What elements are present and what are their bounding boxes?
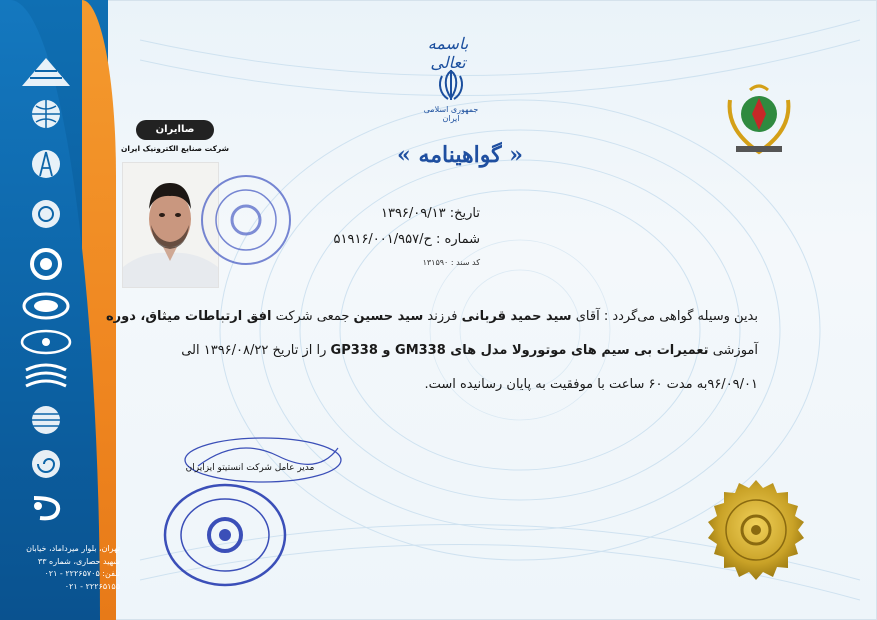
body-text: بدین وسیله گواهی می‌گردد : آقای [571,309,758,324]
holder-name: سید حمید قربانی [461,309,572,324]
military-emblem-icon [722,80,796,160]
globe-logo-icon [20,98,72,130]
signatory-title: مدیر عامل شرکت انستیتو ایزایران [185,463,315,473]
address-line-1: تهران، بلوار میرداماد، خیابان [26,544,120,553]
date-line [330,206,480,221]
body-line-1 [58,300,758,334]
spiral-logo-icon [20,448,72,480]
address-phone-2: ۲۲۲۶۵۱۵۵ - ۰۲۱ [64,581,120,591]
body-text: جمعی شرکت [271,309,354,324]
number-label: شماره : [436,232,480,247]
body-line-2 [58,334,758,368]
code-value: ۱۳۱۵۹۰ [422,258,449,267]
body-text: آموزشی [708,343,758,358]
gold-seal [700,478,812,590]
body-text: را از تاریخ ۱۳۹۶/۰۸/۲۲ الی [181,343,331,358]
number-value: ح/۵۱۹۱۶/۰۰۱/۹۵۷ [333,232,432,247]
company-address [12,543,120,593]
iran-emblem-icon [436,68,466,102]
code-label: کد سند : [450,258,480,267]
pyramid-logo-icon [20,56,72,88]
code-line [380,258,480,267]
basmala-calligraphy: باسمه تعالی [427,34,469,72]
hook-logo-icon [20,492,72,524]
institute-stamp [160,480,290,590]
employer-name: افق ارتباطات میثاق [145,309,272,324]
address-phone-1: تلفن: ۲۲۲۶۵۷۰۵ - ۰۲۱ [44,569,120,578]
body-line-3: ۹۶/۰۹/۰۱به مدت ۶۰ ساعت با موفقیت به پایان رسانیده است. [424,377,758,392]
photo-stamp [198,168,293,273]
certificate-title: « گواهینامه » [397,142,523,168]
circle-logo-icon [20,198,72,230]
emblem-caption: جمهوری اسلامی ایران [423,105,479,123]
date-label: تاریخ: [449,206,480,221]
tower-logo-icon [20,148,72,180]
date-value: ۱۳۹۶/۰۹/۱۳ [380,206,446,221]
body-text: ، دوره [105,309,146,324]
company-logo: صاایران [136,120,214,140]
number-line [312,232,480,247]
company-name: شرکت صنایع الکترونیک ایران [121,144,229,153]
course-name: تعمیرات بی سیم های موتورولا مدل های GM338 و GP338 [330,343,709,358]
ring-logo-icon [20,248,72,280]
address-line-2: شهید حصاری، شماره ۳۳ [37,556,120,566]
certificate-body [58,300,758,402]
body-text: فرزند [423,309,462,324]
father-name: سید حسین [353,309,424,324]
globe-stripes-logo-icon [20,404,72,436]
